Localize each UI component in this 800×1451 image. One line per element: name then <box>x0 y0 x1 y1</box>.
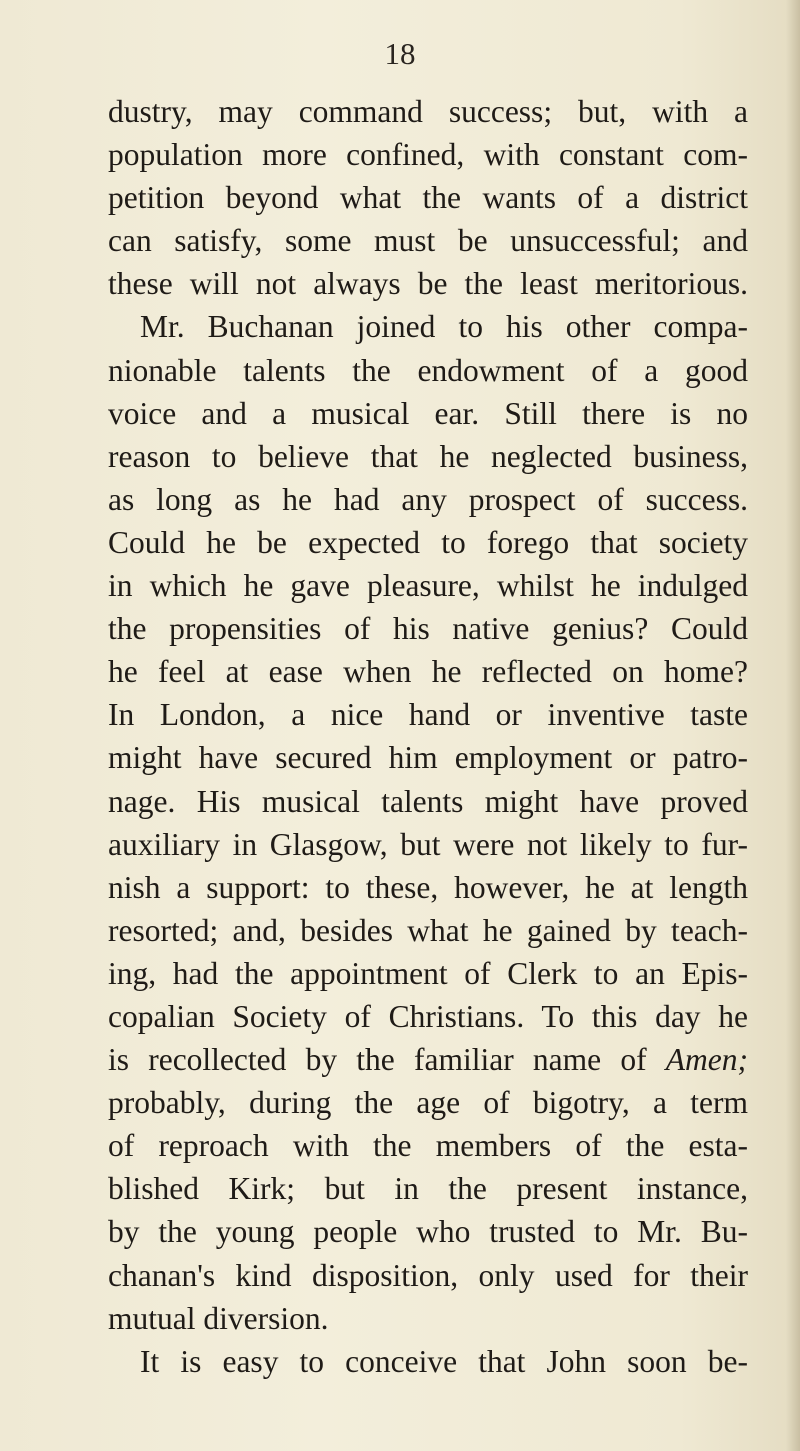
text-line: can satisfy, some must be unsuccessful; and <box>108 223 748 259</box>
text-segment: is recollected by the familiar name of <box>108 1042 647 1078</box>
text-line: copalian Society of Christians. To this day he <box>108 998 748 1034</box>
text-line: might have secured him employment or patro- <box>108 740 748 776</box>
text-line: nage. His musical talents might have proved <box>108 783 748 819</box>
text-line: population more confined, with constant com- <box>108 137 748 173</box>
text-line: nish a support: to these, however, he at length <box>108 869 748 905</box>
text-line: resorted; and, besides what he gained by teach- <box>108 912 748 948</box>
text-line: he feel at ease when he reflected on home? <box>108 654 748 690</box>
text-line: dustry, may command success; but, with a <box>108 94 748 129</box>
text-line: ing, had the appointment of Clerk to an Epis- <box>108 955 748 991</box>
text-line: petition beyond what the wants of a district <box>108 180 748 216</box>
text-line: nionable talents the endowment of a good <box>108 352 748 388</box>
text-line: voice and a musical ear. Still there is no <box>108 395 748 431</box>
text-line: probably, during the age of bigotry, a term <box>108 1085 748 1121</box>
body-text <box>108 90 748 1383</box>
text-line: In London, a nice hand or inventive taste <box>108 697 748 733</box>
page-edge-shadow <box>786 0 800 1451</box>
text-line: mutual diversion. <box>108 1300 329 1336</box>
text-line: Could he be expected to forego that society <box>108 524 748 560</box>
text-line: It is easy to conceive that John soon be- <box>140 1343 748 1379</box>
text-line-with-italic <box>108 1038 748 1081</box>
text-line: in which he gave pleasure, whilst he indulged <box>108 568 748 604</box>
text-line: Mr. Buchanan joined to his other compa- <box>140 309 748 345</box>
italic-word: Amen; <box>665 1042 749 1078</box>
text-line: by the young people who trusted to Mr. Bu- <box>108 1214 748 1250</box>
text-line: chanan's kind disposition, only used for their <box>108 1257 748 1293</box>
text-line: reason to believe that he neglected business, <box>108 438 748 474</box>
text-line: the propensities of his native genius? Could <box>108 611 748 647</box>
page-number: 18 <box>384 36 416 71</box>
text-line: these will not always be the least meritorious. <box>108 266 748 302</box>
text-line: auxiliary in Glasgow, but were not likely to fur- <box>108 826 748 862</box>
text-line: as long as he had any prospect of success. <box>108 481 748 517</box>
text-line: blished Kirk; but in the present instance, <box>108 1171 748 1207</box>
text-line: of reproach with the members of the esta- <box>108 1128 748 1164</box>
